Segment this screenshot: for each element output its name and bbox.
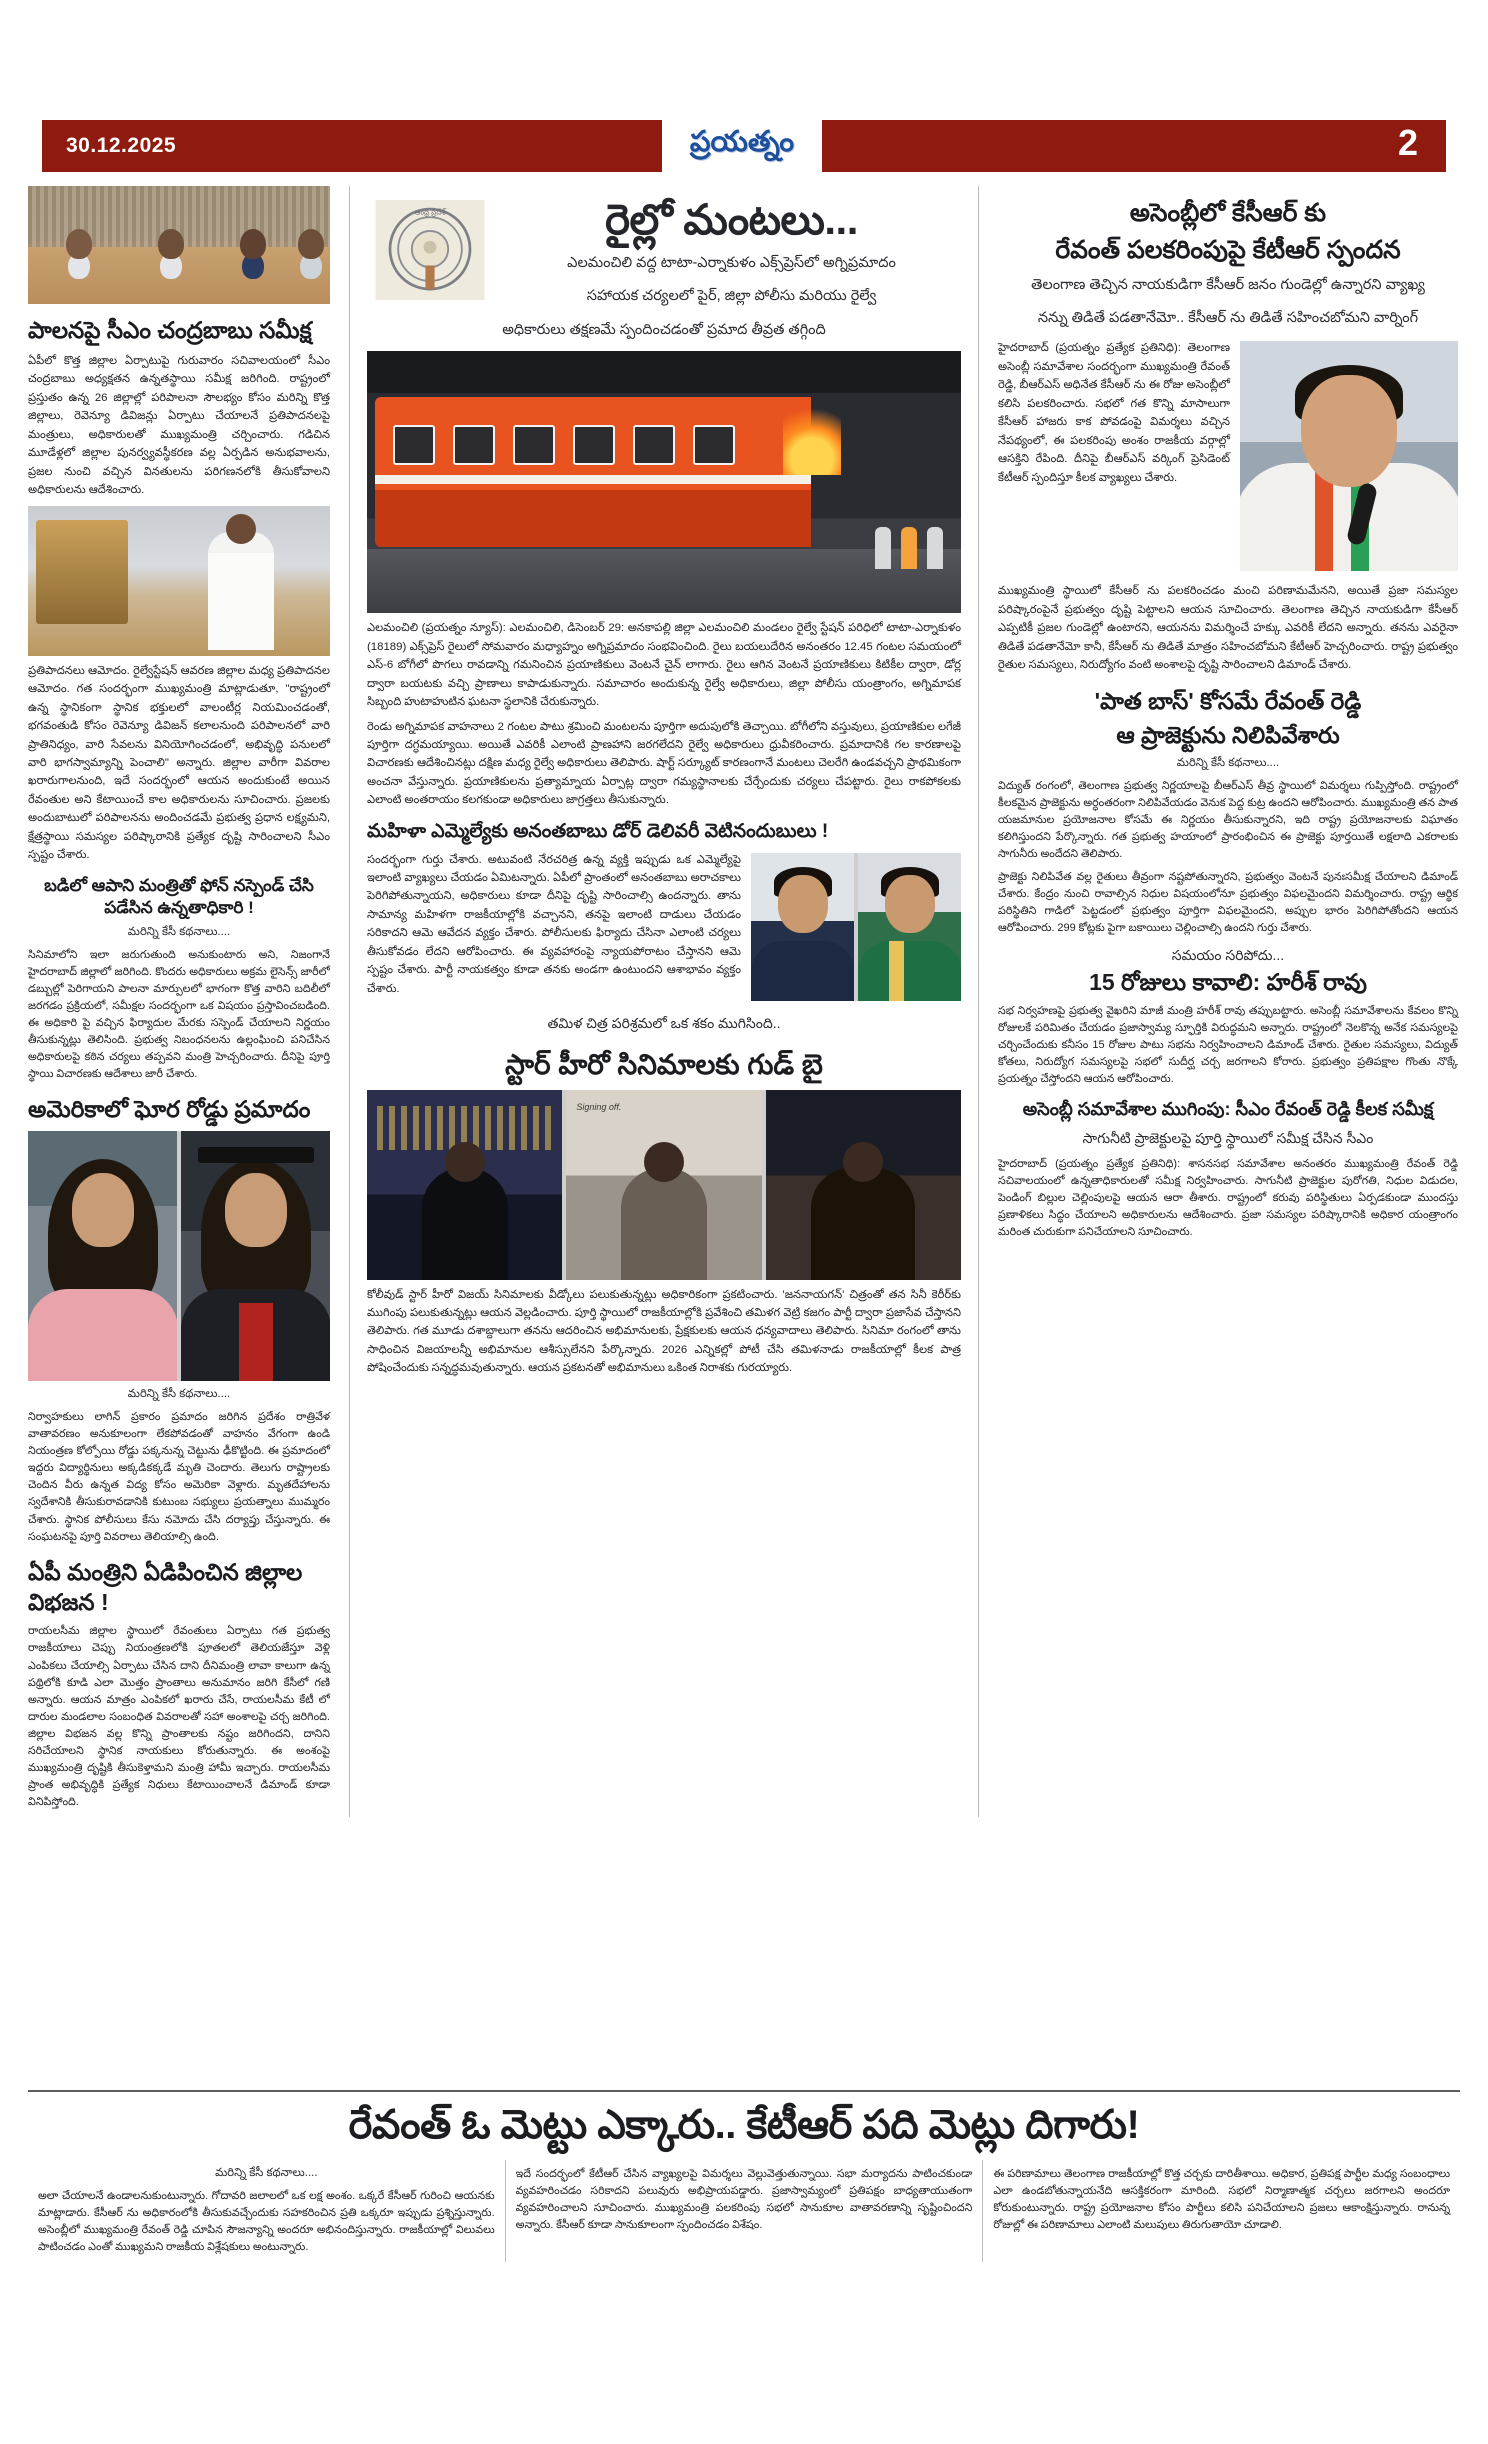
banner-column-right — [983, 2160, 1460, 2262]
newspaper-logo: ప్రయత్నం — [662, 120, 822, 172]
article-train-fire-body-1: అనకాపల్లి జిల్లా ఎలమంచిలి మండలం రైల్వే స్టేషన్ పరిధిలో టాటా-ఎర్నాకుళం (18189) ఎక్స్‌ప్రెస్ రైలులో సోమవారం మధ్యాహ్నం అగ్నిప్రమాదం సంభవించింది. రైలు బయలుదేరిన అనంతరం 12.45 గంటల సమయంలో ఎస్-6 బోగీలో పొగలు రావడాన్ని గమనించిన ప్రయాణికులు వెంటనే చైన్ లాగారు. రైలు ఆగిన వెంటనే ప్రయాణికులు కిటికీల ద్వారా, డోర్ల ద్వారా బయటకు వచ్చి ప్రాణాలు కాపాడుకున్నారు. సమాచారం అందుకున్న రైల్వే అధికారులు, జిల్లా పోలీసు యంత్రాంగం, అగ్నిమాపక సిబ్బంది హుటాహుటిన ఘటనా స్థలానికి చేరుకున్నారు. — [367, 622, 961, 709]
subhead-ktr-1: తెలంగాణ తెచ్చిన నాయకుడిగా కేసీఆర్ జనం గుండెల్లో ఉన్నారని వ్యాఖ్య — [1031, 276, 1425, 293]
dateline-train-fire: ఎలమంచిలి (ప్రయత్నం న్యూస్): ఎలమంచిలి, డిసెంబర్ 29: — [367, 622, 625, 635]
headline-officer-suspended: బడిలో ఆపాని మంత్రితో ఫోన్ నస్పెండ్ చేసి పడేసిన ఉన్నతాధికారి ! — [44, 875, 314, 917]
article-train-fire-dateline-body — [367, 619, 961, 711]
byline-officer-suspended: మరిన్ని కేసీ కథనాలు.... — [127, 925, 231, 938]
masthead-band — [42, 120, 1446, 172]
issue-date: 30.12.2025 — [66, 134, 177, 157]
headline-train-fire: రైల్లో మంటలు... — [605, 196, 858, 243]
subhead-ktr-2: నన్ను తిడితే పడతానేమో.. కేసీఆర్ ను తిడితే సహించబోమని వార్నింగ్ — [1037, 309, 1419, 326]
headline-assembly-wrapup: అసెంబ్లీ సమావేశాల ముగింపు: సీఎం రేవంత్ రెడ్డి కీలక సమీక్ష — [1022, 1098, 1434, 1119]
article-cm-review-body-2: ప్రతిపాదనలు ఆమోదం. రైల్వేస్టేషన్ ఆవరణ జిల్లాల మధ్య ప్రతిపాదనల ఆమోదం. గత సందర్భంగా ముఖ్యమంత్రి మాట్లాడుతూ, "రాష్ట్రంలో ఉన్న స్థానికంగా స్థానిక భక్తులలో వాలంటీర్ల నియమించడంతో, భగవంతుడి కోసం రెవెన్యూ డివిజన్ కలాలనుంది పరిపాలనలో వారి ప్రాతినిధ్యం, వారి సేవలను వినియోగించడంలో, అభివృద్ధి పనులలో వారి భాగస్వామ్యాన్ని పెంచాలి" అన్నారు. జిల్లాల వారీగా వివరాల ఖరారుగాలనుంది, ఇదే సందర్భంలో ఆయన అందుకుంటే అయిన రేవంతుల అని కేటాయించే కాల అధికారులను సూచించారు. ప్రజలకు అందుబాటులో పరిపాలనను అందించడమే ప్రభుత్వ ప్రధాన లక్ష్యమని, క్షేత్రస్థాయి సమస్యల పరిష్కారానికి ప్రత్యేక దృష్టి సారించాలని సీఎం స్పష్టం చేశారు. — [28, 664, 330, 862]
column-right — [988, 186, 1458, 1817]
article-old-boss-body-1: విద్యుత్ రంగంలో, తెలంగాణ ప్రభుత్వ నిర్ణయాలపై బీఆర్ఎస్ తీవ్ర స్థాయిలో విమర్శలు గుప్పిస్తోంది. రాష్ట్రంలో కీలకమైన ప్రాజెక్టును అర్ధంతరంగా నిలిపివేయడం వెనుక పెద్ద కుట్ర ఉందని ఆరోపించారు. ముఖ్యమంత్రి తన పాత యజమానుల ప్రయోజనాల కోసమే ఈ నిర్ణయం తీసుకున్నారని, ఇది రాష్ట్ర ప్రయోజనాలకు విఘాతం కలిగిస్తుందని పేర్కొన్నారు. గత ప్రభుత్వ హయాంలో ప్రారంభించిన ఈ ప్రాజెక్టు పూర్తయితే లక్షలాది ఎకరాలకు సాగునీరు అందేదని తెలిపారు. — [998, 780, 1458, 861]
headline-star-hero-goodbye: స్టార్ హీరో సినిమాలకు గుడ్ బై — [505, 1048, 823, 1080]
headline-usa-accident: అమెరికాలో ఘోర రోడ్డు ప్రమాదం — [28, 1096, 311, 1123]
collector-office-photo — [28, 506, 330, 656]
article-ktr-block — [998, 339, 1458, 576]
article-ktr-body-1: హైదరాబాద్ (ప్రయత్నం ప్రత్యేక ప్రతినిధి): తెలంగాణ అసెంబ్లీ సమావేశాల సందర్భంగా ముఖ్యమంత్రి రేవంత్ రెడ్డి, బీఆర్ఎస్ అధినేత కేసీఆర్ ను ఈ రోజు అసెంబ్లీలో కలిసి పలకరించారు. సభలో గత కొన్ని మాసాలుగా కేసీఆర్ హాజరు కాక పోవడంపై విమర్శలు వచ్చిన నేపథ్యంలో, ఈ పలకరింపు అంశం రాజకీయ వర్గాల్లో ఆసక్తిని రేపింది. దీనిపై బీఆర్ఎస్ వర్కింగ్ ప్రెసిడెంట్ కేటీఆర్ స్పందిస్తూ కీలక వ్యాఖ్యలు చేశారు. — [998, 342, 1230, 484]
column-left — [28, 186, 340, 1817]
headline-cm-review: పాలనపై సీఎం చంద్రబాబు సమీక్ష — [28, 317, 312, 343]
article-old-boss-body-2: ప్రాజెక్టు నిలిపివేత వల్ల రైతులు తీవ్రంగా నష్టపోతున్నారని, ప్రభుత్వం వెంటనే పునఃసమీక్ష చేయాలని డిమాండ్ చేశారు. కేంద్రం నుంచి రావాల్సిన నిధుల విషయంలోనూ ప్రభుత్వం విఫలమైందని విమర్శించారు. రాష్ట్ర ఆర్థిక పరిస్థితిని గాడిలో పెట్టడంలో ప్రభుత్వం పూర్తిగా విఫలమైందని, అప్పుల భారం పెరిగిపోతోందని ఆయన ఆరోపించారు. 299 కోట్లకు పైగా బకాయిలు చెల్లించాల్సి ఉందని గుర్తు చేశారు. — [998, 871, 1458, 935]
banner-body-mid: ఇదే సందర్భంలో కేటీఆర్ చేసిన వ్యాఖ్యలపై విమర్శలు వెల్లువెత్తుతున్నాయి. సభా మర్యాదను పాటించకుండా వ్యవహరించడం సరికాదని పలువురు అభిప్రాయపడ్డారు. ప్రజాస్వామ్యంలో ప్రతిపక్షం బాధ్యతాయుతంగా వ్యవహరించాలని సూచించారు. ముఖ్యమంత్రి పలకరింపు సభలో సానుకూల వాతావరణాన్ని సృష్టించిందని అన్నారు. కేసీఆర్ కూడా సానుకూలంగా స్పందించడం విశేషం. — [515, 2168, 973, 2232]
banner-top-rule — [28, 2090, 1460, 2092]
article-mla-block — [367, 851, 961, 1006]
headline-mla-door-delivery: మహిళా ఎమ్మెల్యేకు అనంతబాబు డోర్ డెలివరీ వెటినందుబులు ! — [367, 820, 829, 842]
subhead-train-fire-1: ఎలమంచిలి వద్ద టాటా-ఎర్నాకుళం ఎక్స్‌ప్రెస్‌లో అగ్నిప్రమాదం — [567, 255, 896, 272]
banner-body-left: అలా చేయాలనే ఉండాలనుకుంటున్నారు. గోదావరి జలాలలో ఒక లక్ష అంశం. ఒక్కరే కేసీఆర్ గురించి ఆయనకు మాట్లాడారు. కేసీఆర్ ను అధికారంలోకి తీసుకువచ్చేందుకు సహకరించిన ప్రతి ఒక్కరూ ఇప్పుడు ప్రశ్నిస్తున్నారు. అసెంబ్లీలో ముఖ్యమంత్రి రేవంత్ రెడ్డి చూపిన సౌజన్యాన్ని అందరూ అభినందిస్తున్నారు. రాజకీయాల్లో విలువలు పాటించడం ఎంతో ముఖ్యమని రాజకీయ విశ్లేషకులు అంటున్నారు. — [38, 2190, 495, 2254]
banner-headline: రేవంత్ ఓ మెట్టు ఎక్కారు.. కేటీఆర్ పది మెట్లు దిగారు! — [348, 2103, 1140, 2147]
headline-ktr-response-line2: రేవంత్ పలకరింపుపై కేటీఆర్ స్పందన — [1055, 236, 1401, 265]
two-leaders-photo — [751, 853, 961, 1001]
article-district-split-body: రాయలసీమ జిల్లాల స్థాయిలో రేవంతులు ఏర్పాటు గత ప్రభుత్వ రాజకీయాలు చెప్పు నియంత్రణలోకి పూతలలో తెలియజేస్తూ వెళ్లి ఎంపికలు చేయాల్సి ఏర్పాటు చేసిన దాని దీనిమంత్రి లావా కాలుగా ఉన్న పథ్రిలోకి కూడి ఎలా మొత్తం ప్రాంతాలు అనుమానం జరిగి కేసీలో గణి అన్నారు. ఆయన మాత్రం ఎంపికలో ఖరారు చేసే, రాయలసీమ కేటీ లో దారుల మండలాల సంబంధిత వివరాలతో సహా అంశాలపై చర్చ జరిగింది. జిల్లాల విభజన వల్ల కొన్ని ప్రాంతాలకు నష్టం జరిగిందని, దానిని సరిచేయాలని స్థానిక నాయకులు కోరుతున్నారు. ఈ అంశంపై ముఖ్యమంత్రి దృష్టికి తీసుకెళ్తామని మంత్రి హామీ ఇచ్చారు. రాయలసీమ ప్రాంత అభివృద్ధికి ప్రత్యేక నిధులు కేటాయించాలనే డిమాండ్ కూడా వినిపిస్తోంది. — [28, 1625, 330, 1808]
banner-body-right: ఈ పరిణామాలు తెలంగాణ రాజకీయాల్లో కొత్త చర్చకు దారితీశాయి. అధికార, ప్రతిపక్ష పార్టీల మధ్య సంబంధాలు ఎలా ఉండబోతున్నాయనేది ఆసక్తికరంగా మారింది. సభలో నిర్మాణాత్మక చర్చలు జరగాలని అందరూ కోరుకుంటున్నారు. రాష్ట్ర ప్రయోజనాల కోసం పార్టీలు కలిసి పనిచేయాలని ప్రజలు ఆకాంక్షిస్తున్నారు. రానున్న రోజుల్లో ఈ పరిణామాలు ఎలాంటి మలుపులు తిరుగుతాయో చూడాలి. — [993, 2168, 1451, 2232]
headline-district-split: ఏపీ మంత్రిని ఏడిపించిన జిల్లాల విభజన ! — [28, 1558, 303, 1615]
article-harish-rao-body: సభ నిర్వహణపై ప్రభుత్వ వైఖరిని మాజీ మంత్రి హరీశ్ రావు తప్పుబట్టారు. అసెంబ్లీ సమావేశాలను కేవలం కొన్ని రోజులకే పరిమితం చేయడం ప్రజాస్వామ్య స్ఫూర్తికి విరుద్ధమని అన్నారు. రాష్ట్రంలో నెలకొన్న అనేక సమస్యలపై చర్చించేందుకు కనీసం 15 రోజుల పాటు సభను నిర్వహించాలని డిమాండ్ చేశారు. రైతుల సమస్యలు, విద్యుత్ కోతలు, నిరుద్యోగ సమస్యలపై సభలో సుదీర్ఘ చర్చ జరగాలని కోరారు. ప్రభుత్వం ప్రతిపక్షాల గొంతు నొక్కే ప్రయత్నం చేస్తోందని ఆయన ఆరోపించారు. — [998, 1004, 1458, 1085]
headline-harish-rao: 15 రోజులు కావాలి: హరీశ్ రావు — [1089, 968, 1367, 995]
article-officer-suspended-body: సినిమాలోని ఇలా జరుగుతుంది అనుకుంటారు అని, నిజంగానే హైదరాబాద్ జిల్లాలో జరిగింది. కొందరు అధికారులు అక్రమ లైసెన్స్ జారీలో డబ్బుల్లో పెరిగాయని పాలనా మార్పులలో భాగంగా కొత్త వారిని బదిలీలో జరగడం ప్రక్రియలో, సమీక్షల సందర్భంగా ఒక విషయం ప్రస్తావించబడింది. ఈ అధికారి పై వచ్చిన ఫిర్యాదుల మేరకు సస్పెండ్ చేయాలని నిర్ణయం తీసుకున్నట్లు తెలిసింది. ప్రభుత్వ నిబంధనలను ఉల్లంఘించి పనిచేసిన అధికారులపై కఠిన చర్యలు తప్పవని మంత్రి హెచ్చరించారు. దీనిపై పూర్తి స్థాయి విచారణకు ఆదేశాలు జారీ చేశారు. — [28, 948, 330, 1081]
article-star-hero-body: కోలీవుడ్ స్టార్ హీరో విజయ్ సినిమాలకు వీడ్కోలు పలుకుతున్నట్లు అధికారికంగా ప్రకటించారు. 'జననాయగన్' చిత్రంతో తన సినీ కెరీర్‌కు ముగింపు పలుకుతున్నట్లు ఆయన వెల్లడించారు. పూర్తి స్థాయిలో రాజకీయాల్లోకి ప్రవేశించి తమిళగ వెట్రి కజగం పార్టీ ద్వారా ప్రజాసేవ చేస్తానని తెలిపారు. గత మూడు దశాబ్దాలుగా తనను ఆదరించిన అభిమానులకు, ప్రేక్షకులకు ఆయన ధన్యవాదాలు తెలిపారు. సినిమా రంగంలో తాను సాధించిన విజయాలన్నీ అభిమానుల ఆశీస్సులేనని పేర్కొన్నారు. 2026 ఎన్నికల్లో పోటీ చేసి తమిళనాడు రాజకీయాల్లో కీలక పాత్ర పోషించేందుకు సన్నద్ధమవుతున్నారు. ఆయన ప్రకటనతో అభిమానులు ఒకింత నిరాశకు గురయ్యారు. — [367, 1288, 961, 1375]
headline-old-boss-line1: 'పాత బాస్' కోసమే రేవంత్ రెడ్డి — [1094, 687, 1362, 714]
headline-old-boss-line2: ఆ ప్రాజెక్టును నిలిపివేశారు — [1116, 722, 1340, 749]
bottom-banner — [28, 2090, 1460, 2262]
cm-review-meeting-photo — [28, 186, 330, 304]
article-mla-body: సందర్భంగా గుర్తు చేశారు. అటువంటి నేరచరిత్ర ఉన్న వ్యక్తి ఇప్పుడు ఒక ఎమ్మెల్యేపై ఇలాంటి వ్యాఖ్యలు చేయడం ఏమిటన్నారు. ఏపీలో ప్రాంతంలో అనంతబాబు అరాచకాలు పెరిగిపోతున్నాయని, అధికారులు కూడా దీనిపై దృష్టి సారించాల్సి ఉందన్నారు. తాను సామాన్య మహిళగా రాజకీయాల్లోకి వచ్చానని, తనపై ఇలాంటి దాడులు చేయడం సరికాదని ఆమె ఆవేదన వ్యక్తం చేశారు. పోలీసులకు ఫిర్యాదు చేసినా ఎలాంటి చర్యలు తీసుకోవడం లేదని ఆరోపించారు. ఈ వ్యవహారంపై న్యాయపోరాటం చేస్తానని ఆమె స్పష్టం చేశారు. పార్టీ నాయకత్వం కూడా తనకు అండగా ఉంటుందని ఆశాభావం వ్యక్తం చేశారు. — [367, 853, 741, 995]
kicker-tamil-cinema: తమిళ చిత్ర పరిశ్రమలో ఒక శకం ముగిసింది.. — [547, 1014, 781, 1031]
column-grid — [28, 186, 1460, 1817]
headline-train-fire-block — [367, 196, 961, 351]
article-assembly-wrapup-body: హైదరాబాద్ (ప్రయత్నం ప్రత్యేక ప్రతినిధి): శాసనసభ సమావేశాల అనంతరం ముఖ్యమంత్రి రేవంత్ రెడ్డి సచివాలయంలో ఉన్నతాధికారులతో సమీక్ష నిర్వహించారు. సాగునీటి ప్రాజెక్టుల పురోగతి, నిధుల విడుదల, పెండింగ్ బిల్లుల చెల్లింపులపై ఆయన ఆరా తీశారు. రాష్ట్రంలో కరువు పరిస్థితులు ఏర్పడకుండా ముందస్తు ప్రణాళికలు సిద్ధం చేయాలని అధికారులను ఆదేశించారు. ప్రజా సమస్యల పరిష్కారానికి అధికార యంత్రాంగం మరింత చురుకుగా పనిచేయాలని సూచించారు. — [998, 1157, 1458, 1238]
article-train-fire-body-2: రెండు అగ్నిమాపక వాహనాలు 2 గంటల పాటు శ్రమించి మంటలను పూర్తిగా అదుపులోకి తెచ్చాయి. బోగీలోని వస్తువులు, ప్రయాణికుల లగేజీ పూర్తిగా దగ్ధమయ్యాయి. అయితే ఎవరికీ ఎలాంటి ప్రాణహాని జరగలేదని రైల్వే అధికారులు ధ్రువీకరించారు. ప్రమాదానికి గల కారణాలపై విచారణకు ఆదేశించినట్లు దక్షిణ మధ్య రైల్వే అధికారులు తెలిపారు. షార్ట్ సర్క్యూట్ కారణంగానే మంటలు చెలరేగి ఉండవచ్చని ప్రాథమికంగా అంచనా వేస్తున్నారు. ప్రయాణికులను ప్రత్యామ్నాయ ఏర్పాట్ల ద్వారా గమ్యస్థానాలకు చేర్చేందుకు చర్యలు చేపట్టారు. రైలు రాకపోకలకు ఎలాంటి అంతరాయం కలగకుండా అధికారులు జాగ్రత్తలు తీసుకున్నారు. — [367, 720, 961, 807]
page-number: 2 — [1397, 122, 1418, 163]
article-usa-accident-body: నిర్వాహకులు లాగిన్ ప్రకారం ప్రమాదం జరిగిన ప్రదేశం రాత్రివేళ వాతావరణం అనుకూలంగా లేకపోవడంతో వాహనం వేగంగా ఉండి నియంత్రణ కోల్పోయి రోడ్డు పక్కనున్న చెట్టును ఢీకొట్టింది. ఈ ప్రమాదంలో ఇద్దరు విద్యార్థినులు అక్కడికక్కడే మృతి చెందారు. తెలుగు రాష్ట్రాలకు చెందిన వీరు ఉన్నత విద్య కోసం అమెరికా వెళ్లారు. మృతదేహాలను స్వదేశానికి తీసుకురావడానికి కుటుంబ సభ్యులు ప్రయత్నాలు ముమ్మరం చేశారు. స్థానిక పోలీసులు కేసు నమోదు చేసి దర్యాప్తు చేస్తున్నారు. ఈ సంఘటనపై పూర్తి వివరాలు తెలియాల్సి ఉంది. — [28, 1411, 330, 1543]
column-middle — [359, 186, 969, 1817]
banner-byline: మరిన్ని కేసీ కథనాలు.... — [215, 2167, 318, 2179]
subhead-train-fire-3: అధికారులు తక్షణమే స్పందించడంతో ప్రమాద తీవ్రత తగ్గింది — [502, 321, 826, 338]
byline-usa-accident: మరిన్ని కేసీ కథనాలు.... — [127, 1388, 231, 1401]
train-fire-photo — [367, 351, 961, 613]
vertical-divider-1 — [349, 186, 350, 1817]
subhead-train-fire-2: సహాయక చర్యలలో పైర్, జిల్లా పోలీసు మరియు రైల్వే — [586, 288, 877, 305]
article-ktr-body-2: ముఖ్యమంత్రి స్థాయిలో కేసీఆర్ ను పలకరించడం మంచి పరిణామమేనని, అయితే ప్రజా సమస్యల పరిష్కారంపైనే ప్రభుత్వం దృష్టి పెట్టాలని ఆయన సూచించారు. తెలంగాణ తెచ్చిన నాయకుడిగా కేసీఆర్ ఎప్పటికీ ప్రజల గుండెల్లో ఉంటారని, ఆయనను విమర్శించే హక్కు ఎవరికీ లేదని అన్నారు. తనను ఎవరైనా తిడితే పడతానేమో కానీ, కేసీఆర్ ను తిడితే మాత్రం సహించబోమని కేటీఆర్ హెచ్చరించారు. రాష్ట్ర ప్రభుత్వం రైతుల సమస్యలు, నిరుద్యోగం వంటి అంశాలపై దృష్టి సారించాలని డిమాండ్ చేశారు. — [998, 585, 1458, 672]
headline-ktr-response-line1: అసెంబ్లీలో కేసీఆర్ కు — [1129, 199, 1327, 227]
byline-old-boss: మరిన్ని కేసీ కథనాలు.... — [1176, 757, 1280, 770]
page-body — [28, 186, 1460, 2386]
kicker-time-insufficient: సమయం సరిపోదు... — [1171, 946, 1285, 963]
banner-column-left — [28, 2160, 505, 2262]
accident-victims-photo — [28, 1131, 330, 1381]
banner-columns — [28, 2160, 1460, 2262]
ktr-press-meet-photo — [1240, 341, 1458, 571]
banner-column-mid — [506, 2160, 983, 2262]
svg-text:ఆంధ్ర ప్రదేశ్: ఆంధ్ర ప్రదేశ్ — [414, 207, 446, 217]
article-cm-review-body: ఏపీలో కొత్త జిల్లాల ఏర్పాటుపై గురువారం సచివాలయంలో సీఎం చంద్రబాబు అధ్యక్షతన ఉన్నతస్థాయి సమీక్ష జరిగింది. రాష్ట్రంలో ప్రస్తుతం ఉన్న 26 జిల్లాల్లో పరిపాలనా సౌలభ్యం కోసం మరిన్ని కొత్త జిల్లాలు, రెవెన్యూ డివిజన్లు ఏర్పాటు చేయాలనే ప్రతిపాదనలపై మంత్రులు, అధికారులతో ముఖ్యమంత్రి చర్చించారు. గడిచిన మూడేళ్లలో జిల్లాల పునర్వ్యవస్థీకరణ వల్ల ఏర్పడిన అనుభవాలను, ప్రజల నుంచి వచ్చిన వినతులను పరిగణనలోకి తీసుకోవాలని అధికారులను ఆదేశించారు. — [28, 354, 330, 497]
ap-government-emblem — [367, 200, 493, 300]
actor-farewell-photo: Signing off. — [367, 1090, 961, 1280]
vertical-divider-2 — [978, 186, 979, 1817]
kicker-assembly-wrapup: సాగునీటి ప్రాజెక్టులపై పూర్తి స్థాయిలో సమీక్ష చేసిన సీఎం — [1082, 1130, 1374, 1147]
